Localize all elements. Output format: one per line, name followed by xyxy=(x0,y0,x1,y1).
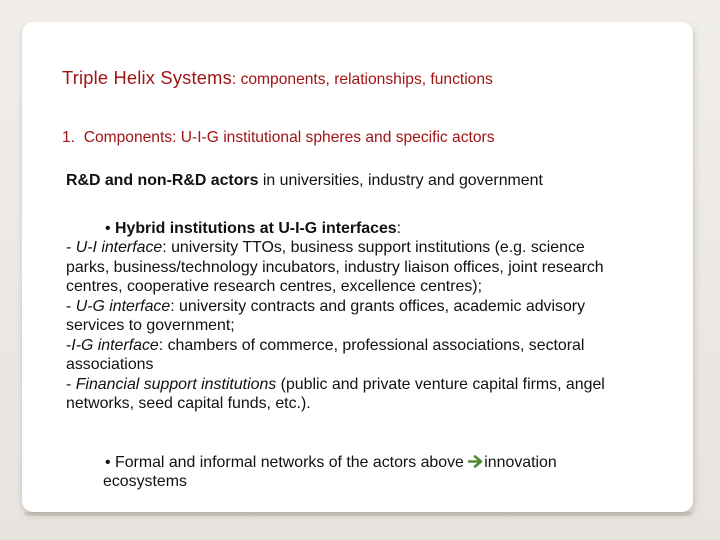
bullet-icon: • xyxy=(105,220,111,237)
arrow-right-icon xyxy=(468,455,483,468)
item-term: U-G interface xyxy=(75,298,171,315)
section-number: 1. xyxy=(62,129,76,146)
item-text: : university contracts and grants offices, academic advisory xyxy=(170,298,586,315)
item-term: I-G interface xyxy=(71,337,159,354)
card-bottom-edge xyxy=(24,512,693,516)
actors-line xyxy=(66,171,543,190)
list-item-continuation: networks, seed capital funds, etc.). xyxy=(66,395,311,412)
list-item xyxy=(66,375,605,394)
item-term: U-I interface xyxy=(75,239,163,256)
item-dash: - xyxy=(66,298,76,315)
hybrid-heading-text: Hybrid institutions at U-I-G interfaces xyxy=(115,220,397,237)
bullet-icon: • xyxy=(105,454,111,471)
list-item xyxy=(66,336,584,355)
networks-after-arrow: innovation xyxy=(484,454,557,471)
list-item-continuation: associations xyxy=(66,356,154,373)
actors-rest: in universities, industry and government xyxy=(258,172,543,189)
list-item-continuation: parks, business/technology incubators, industry liaison offices, joint research xyxy=(66,259,604,276)
item-text: : university TTOs, business support institutions (e.g. science xyxy=(162,239,585,256)
hybrid-heading-colon: : xyxy=(396,220,402,237)
item-term: Financial support institutions xyxy=(75,376,277,393)
section-text: Components: U-I-G institutional spheres and specific actors xyxy=(83,129,495,146)
actors-lead: R&D and non-R&D actors xyxy=(66,172,259,189)
list-item-continuation: services to government; xyxy=(66,317,235,334)
item-dash: - xyxy=(66,376,76,393)
item-dash: - xyxy=(66,337,72,354)
section-heading xyxy=(62,129,495,147)
item-text: : chambers of commerce, professional associations, sectoral xyxy=(158,337,585,354)
title-subtitle: : components, relationships, functions xyxy=(231,71,493,88)
list-item-continuation: centres, cooperative research centres, excellence centres); xyxy=(66,278,483,295)
list-item xyxy=(66,297,585,316)
networks-line-2: ecosystems xyxy=(103,473,187,490)
item-text: (public and private venture capital firms, angel xyxy=(276,376,605,393)
networks-line xyxy=(105,453,557,472)
slide-title xyxy=(62,67,493,89)
list-item xyxy=(66,238,585,257)
hybrid-heading xyxy=(105,219,401,238)
networks-text: Formal and informal networks of the actors above xyxy=(110,454,469,471)
title-main: Triple Helix Systems xyxy=(62,67,232,88)
item-dash: - xyxy=(66,239,76,256)
